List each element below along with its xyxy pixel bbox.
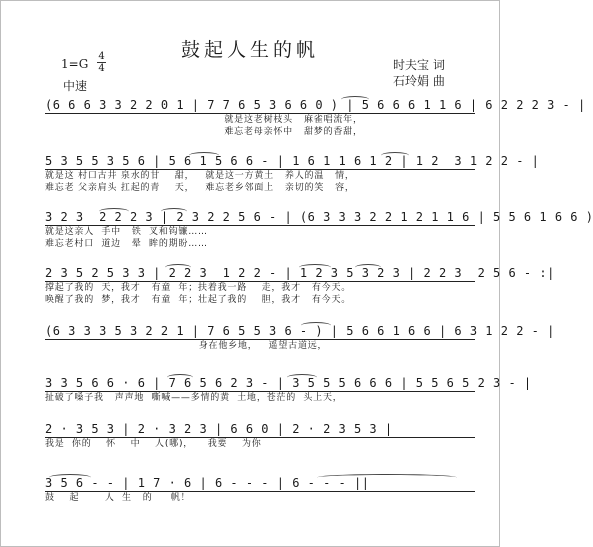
meter-bottom: 4: [98, 63, 105, 74]
staff-row-5: [45, 323, 555, 352]
tie-mark: [165, 264, 191, 271]
tie-mark: [317, 474, 457, 481]
lyric-line: 我是 你的 怀 中 人(哪)， 我要 为你: [45, 439, 262, 449]
tie-mark: [49, 474, 91, 481]
notation-line: 3 3 5 6 6 · 6 | 7 6 5 6 2 3 - | 3 5 5 5 6 6 6 | 5 5 6 5 2 3 - |: [45, 376, 532, 390]
staff-row-1: [45, 97, 586, 138]
lyric-verse-2: 难忘老母亲怀中 甜梦的香甜，: [45, 127, 363, 137]
staff-row-2: [45, 153, 540, 194]
tempo-marking: 中速: [63, 79, 88, 93]
lyric-verse-2: 唤醒了我的 梦，我才 有童 年；壮起了我的 胆，我才 有今天。: [45, 295, 352, 305]
tie-mark: [355, 264, 381, 271]
notation-line: (6 3 3 3 5 3 2 2 1 | 7 6 5 5 3 6 - ) | 5 6 6 1 6 6 | 6 3 1 2 2 - |: [45, 324, 555, 338]
tie-mark: [167, 374, 193, 381]
staff-row-6: [45, 375, 532, 404]
lyric-line: 扯破了嗓子我 声声地 嘶喊——多情的黄 土地，苍茫的 头上天，: [45, 393, 343, 403]
meter-top: 4: [98, 51, 105, 62]
notation-line: 3 5 6 - - | 1 7 · 6 | 6 - - - | 6 - - - ||: [45, 476, 370, 490]
key-signature: 1=G: [61, 57, 89, 71]
song-title: 鼓起人生的帆: [180, 39, 319, 61]
lyric-verse-1: 撑起了我的 天，我才 有童 年；扶着我一路 走，我才 有今天。: [45, 283, 352, 293]
staff-row-7: [45, 421, 475, 450]
lyric-verse-1: 就是这 村口古井 泉水的甘 甜， 就是这一方黄土 养人的温 情，: [45, 171, 355, 181]
tie-mark: [287, 374, 317, 381]
time-signature: [97, 51, 106, 74]
tie-mark: [341, 96, 369, 103]
tie-mark: [301, 322, 331, 329]
lyric-line: 身在他乡地， 遥望古道远，: [45, 341, 328, 351]
staff-row-4: [45, 265, 555, 306]
notation-line: 3 2 3 2 2 2 3 | 2 3 2 2 5 6 - | (6 3 3 3 2 2 1 2 1 1 6 | 5 5 6 1 6 6 ): [45, 210, 593, 224]
notation-line: 2 · 3 5 3 | 2 · 3 2 3 | 6 6 0 | 2 · 2 3 5 3 |: [45, 422, 393, 436]
lyricist-credit: 时夫宝 词: [393, 58, 445, 72]
lyric-verse-2: 难忘老 父亲肩头 扛起的青 天， 难忘老乡邻面上 亲切的笑 容，: [45, 183, 355, 193]
lyric-verse-2: 难忘老村口 道边 晕 眸的期盼……: [45, 239, 208, 249]
lyric-verse-1: 就是这老树枝头 麻雀唱流年，: [45, 115, 363, 125]
staff-row-3: [45, 209, 593, 250]
notation-line: (6 6 6 3 3 2 2 0 1 | 7 7 6 5 3 6 6 0 ) | 5 6 6 6 1 1 6 | 6 2 2 2 3 - |: [45, 98, 586, 112]
tie-mark: [381, 152, 409, 159]
notation-line: 2 3 5 2 5 3 3 | 2 2 3 1 2 2 - | 1 2 3 5 3 2 3 | 2 2 3 2 5 6 - :|: [45, 266, 555, 280]
tie-mark: [299, 264, 331, 271]
tie-mark: [161, 208, 187, 215]
lyric-line: 鼓 起 人 生 的 帆！: [45, 493, 191, 503]
tie-mark: [189, 152, 219, 159]
tie-mark: [99, 208, 129, 215]
lyric-verse-1: 就是这亲人 手中 铁 叉和钩镰……: [45, 227, 208, 237]
composer-credit: 石玲娟 曲: [393, 74, 445, 88]
notation-line: 5 3 5 5 3 5 6 | 5 6 1 5 6 6 - | 1 6 1 1 6 1 2 | 1 2 3 1 2 2 - |: [45, 154, 540, 168]
